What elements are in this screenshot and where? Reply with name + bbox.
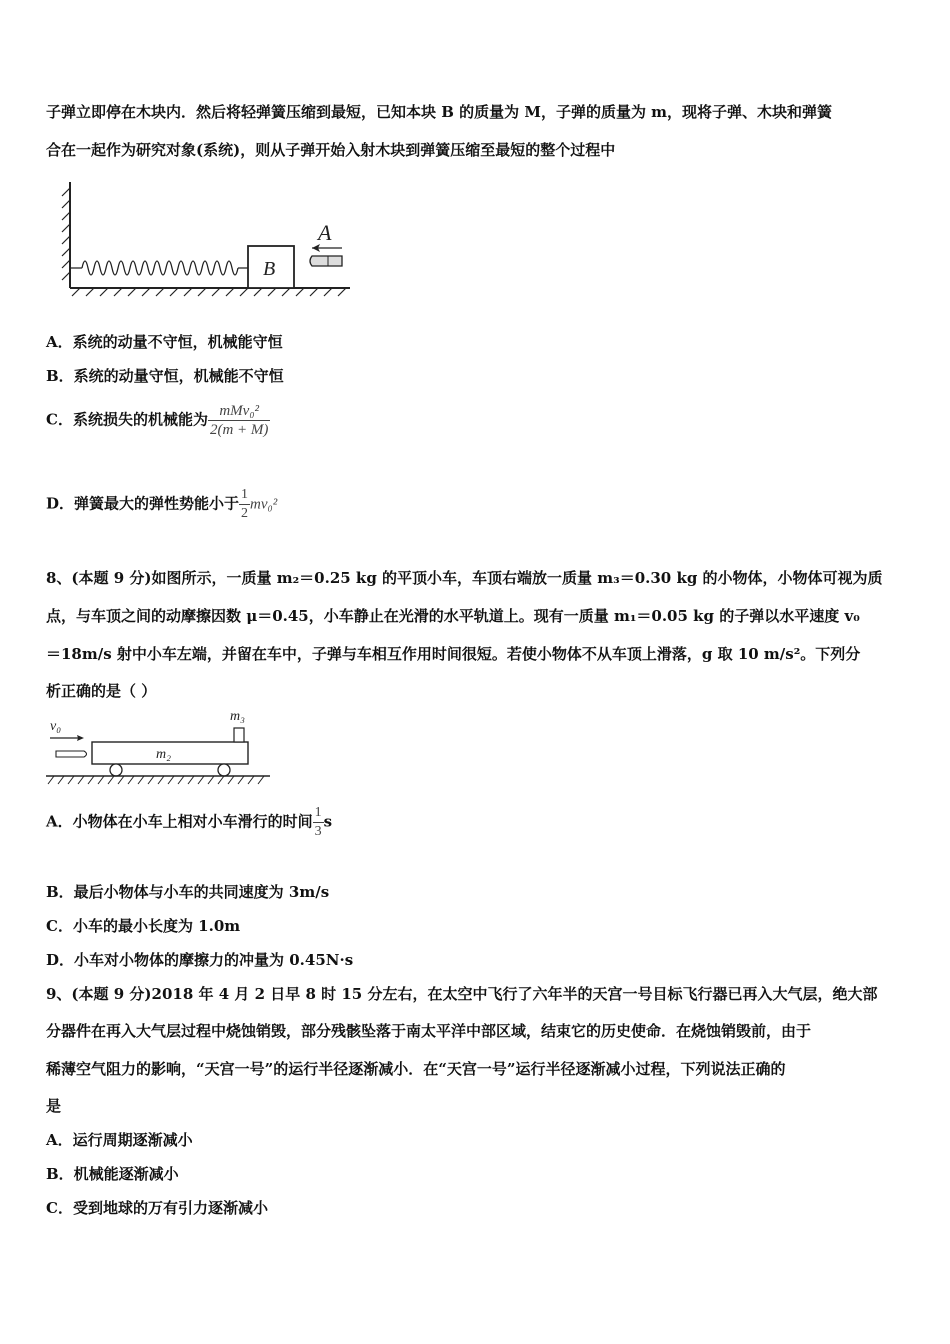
q9-text-line-2: 分器件在再入大气层过程中烧蚀销毁，部分残骸坠落于南太平洋中部区域，结束它的历史使命．在烧蚀销毁前，由于 [46, 1022, 812, 1040]
q7-option-d-text: D．弹簧最大的弹性势能小于 [46, 494, 240, 513]
v0-label: v₀ [50, 719, 62, 734]
q9-option-b[interactable]: B．机械能逐渐减小 [46, 1165, 179, 1183]
q7-text-line-2: 合在一起作为研究对象(系统)，则从子弹开始入射木块到弹簧压缩至最短的整个过程中 [46, 141, 616, 159]
small-object-m3 [234, 728, 244, 742]
q9-text-line-1: 9、(本题 9 分)2018 年 4 月 2 日早 8 时 15 分左右，在太空中飞行了六年半的天宫一号目标飞行器已再入大气层，绝大部 [46, 985, 878, 1003]
fraction-denominator: 3 [314, 824, 322, 839]
q7-option-d-tail: mv₀² [250, 496, 278, 513]
q7-option-c[interactable] [46, 402, 270, 439]
fraction-numerator: 1 [314, 805, 322, 820]
q8-option-a-text: A．小物体在小车上相对小车滑行的时间 [46, 812, 313, 831]
m2-label: m₂ [156, 747, 171, 762]
q7-option-d[interactable] [46, 486, 277, 523]
time-fraction [313, 804, 324, 841]
fraction-denominator: 2(m + M) [209, 422, 269, 438]
q9-option-a[interactable]: A．运行周期逐渐减小 [46, 1131, 193, 1149]
spring [70, 261, 248, 275]
block-b-label: B [263, 258, 276, 280]
bullet [56, 751, 87, 757]
q7-text-line-1: 子弹立即停在木块内．然后将轻弹簧压缩到最短，已知本块 B 的质量为 M，子弹的质量为 m，现将子弹、木块和弹簧 [46, 103, 833, 121]
q8-option-b[interactable]: B．最后小物体与小车的共同速度为 3m/s [46, 883, 330, 901]
q8-option-a-unit: s [323, 812, 333, 831]
q8-option-c[interactable]: C．小车的最小长度为 1.0m [46, 917, 241, 935]
q8-cart-figure [44, 704, 274, 788]
bullet-a-label: A [318, 220, 332, 245]
q8-text-line-4: 析正确的是（ ） [46, 682, 157, 700]
q8-text-line-3: ＝18m/s 射中小车左端，并留在车中，子弹与车相互作用时间很短。若使小物体不从车顶上滑落，g 取 10 m/s²。下列分 [46, 645, 861, 663]
bullet [310, 256, 342, 266]
q7-spring-block-figure [60, 180, 355, 300]
q8-option-a[interactable] [46, 804, 332, 841]
q7-option-a[interactable]: A．系统的动量不守恒，机械能守恒 [46, 333, 283, 351]
q7-option-b[interactable]: B．系统的动量守恒，机械能不守恒 [46, 367, 284, 385]
q8-text-line-1: 8、(本题 9 分)如图所示，一质量 m₂＝0.25 kg 的平顶小车，车顶右端放一质量 m₃＝0.30 kg 的小物体，小物体可视为质 [46, 569, 883, 587]
m3-label: m₃ [230, 709, 245, 724]
q9-text-line-4: 是 [46, 1097, 62, 1115]
fraction-numerator: 1 [241, 487, 249, 502]
q9-option-c[interactable]: C．受到地球的万有引力逐渐减小 [46, 1199, 268, 1217]
q7-option-c-text: C．系统损失的机械能为 [46, 410, 208, 429]
q9-text-line-3: 稀薄空气阻力的影响，“天宫一号”的运行半径逐渐减小．在“天宫一号”运行半径逐渐减小过程，下列说法正确的 [46, 1060, 786, 1078]
q8-text-line-2: 点，与车顶之间的动摩擦因数 μ＝0.45，小车静止在光滑的水平轨道上。现有一质量 m₁＝0.05 kg 的子弹以水平速度 v₀ [46, 607, 860, 625]
fraction-denominator: 2 [241, 506, 249, 521]
energy-loss-fraction [208, 402, 270, 439]
right-wheel [218, 764, 230, 776]
left-wheel [110, 764, 122, 776]
q8-option-d[interactable]: D．小车对小物体的摩擦力的冲量为 0.45N·s [46, 951, 354, 969]
half-fraction [239, 486, 250, 523]
fraction-numerator: mMv₀² [219, 403, 260, 419]
